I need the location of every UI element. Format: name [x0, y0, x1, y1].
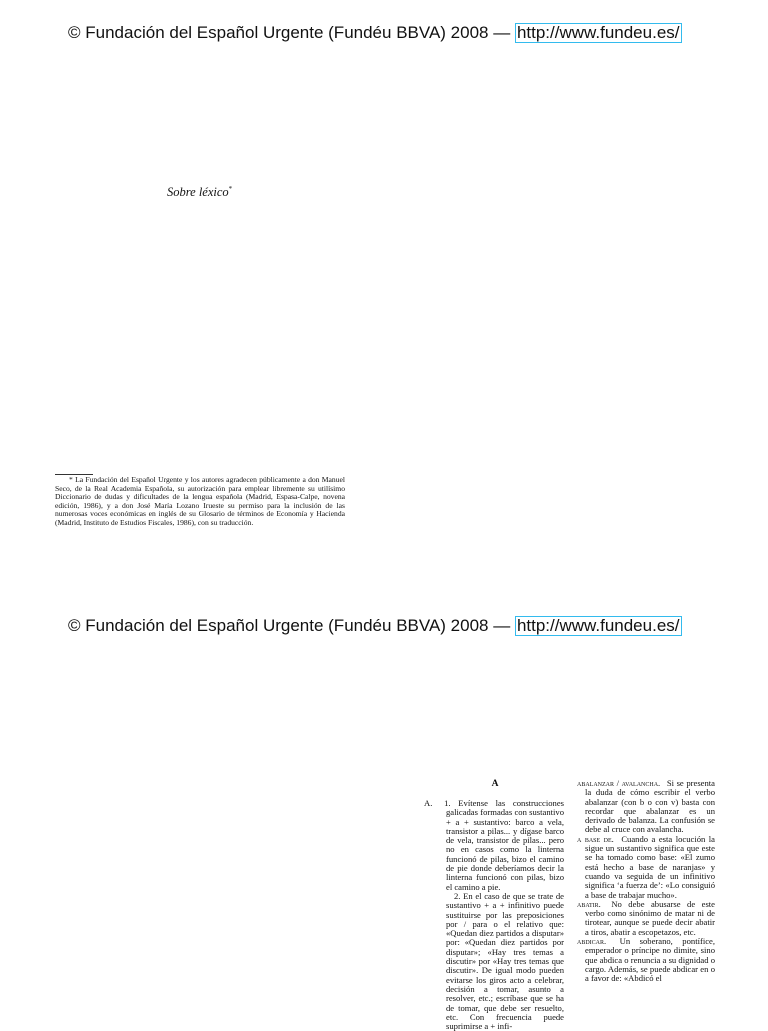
dictionary-entry [577, 937, 715, 983]
copyright-symbol: © [68, 23, 81, 42]
fundeu-link[interactable]: http://www.fundeu.es/ [516, 616, 680, 635]
entry-para-2 [424, 892, 564, 1031]
entry-body: Cuando a esta locución la sigue un sustantivo significa que este se ha tomado como base: «El zumo está hecho a base de naranjas» y cuando va seguida de un infinitivo significa ‘a fuerza de’: «Lo consiguió a base de trabajar mucho». [585, 833, 715, 900]
entry-body: Un soberano, pontífice, emperador o príncipe no dimite, sino que abdica o renuncia a su dignidad o cargo. Además, se puede abdicar en o a favor de: «Abdicó el [585, 936, 715, 984]
entry-headword: a base de. [577, 833, 614, 844]
entry-paragraph: 1. Evítense las construcciones galicadas formadas con sustantivo + a + sustantivo: barco a vela, transistor a pilas... y dígase barco de vela, transistor de pilas... pero no en casos como la linterna funcionó de pilas, bizo el camino de pie donde deberíamos decir la linterna funcionó con pilas, bizo el camino a pie. [444, 798, 564, 892]
dictionary-entry [577, 835, 715, 900]
dictionary-column-right [577, 779, 715, 984]
copyright-text: Fundación del Español Urgente (Fundéu BBVA) 2008 — [85, 616, 511, 635]
entry-headword: A. [424, 798, 433, 808]
entry-body: Si se presenta la duda de cómo escribir el verbo abalanzar (con b o con v) basta con recordar que abalanzar es un derivado de balanza. La confusión se debe al cruce con avalancha. [585, 778, 715, 835]
entry-paragraph: 2. En el caso de que se trate de sustantivo + a + infinitivo puede sustituirse por las preposiciones por / para o el relativo que: «Quedan diez partidos a disputar» por: «Quedan diez partidos por disputar»; «Hay tres temas a discutir» por «Hay tres temas que discutir». De igual modo pueden evitarse los giros acto a celebrar, decisión a tomar, asunto a resolver, etc.; escríbase que se ha de tomar, que debe ser resuelto, etc. Con frecuencia puede suprimirse a + infi- [446, 890, 564, 1031]
fundeu-link[interactable]: http://www.fundeu.es/ [516, 23, 680, 42]
dictionary-entry [577, 779, 715, 835]
entry-headword: abatir. [577, 898, 601, 909]
letter-heading: A [491, 779, 499, 789]
dictionary-entry [424, 799, 564, 1031]
copyright-symbol: © [68, 616, 81, 635]
entry-headword: abalanzar / avalancha. [577, 778, 661, 788]
copyright-banner-top [68, 20, 682, 46]
footnote-mark: * [228, 185, 233, 193]
copyright-banner-bottom [68, 613, 682, 639]
section-title [167, 185, 232, 200]
entry-headword: abdicar. [577, 936, 607, 947]
footnote [55, 476, 345, 528]
dictionary-entry [577, 900, 715, 937]
copyright-text: Fundación del Español Urgente (Fundéu BBVA) 2008 — [85, 23, 511, 42]
dictionary-column-left [424, 799, 564, 1031]
entry-body: No debe abusarse de este verbo como sinónimo de matar ni de tirotear, aunque se puede decir abatir a tiros, abatir a escopetazos, etc. [585, 898, 715, 937]
section-title-text: Sobre léxico [167, 185, 229, 200]
entry-para-1 [424, 799, 564, 892]
footnote-text: * La Fundación del Español Urgente y los autores agradecen públicamente a don Manuel Seco, de la Real Academia Española, su autorización para emplear libremente su utilísimo Diccionario de dudas y dificultades de la lengua española (Madrid, Espasa-Calpe, novena edición, 1986), y a don José María Lozano Irueste su permiso para la inclusión de las numerosas voces económicas en inglés de su Glosario de términos de Economía y Hacienda (Madrid, Instituto de Estudios Fiscales, 1986), con su traducción. [55, 475, 345, 527]
